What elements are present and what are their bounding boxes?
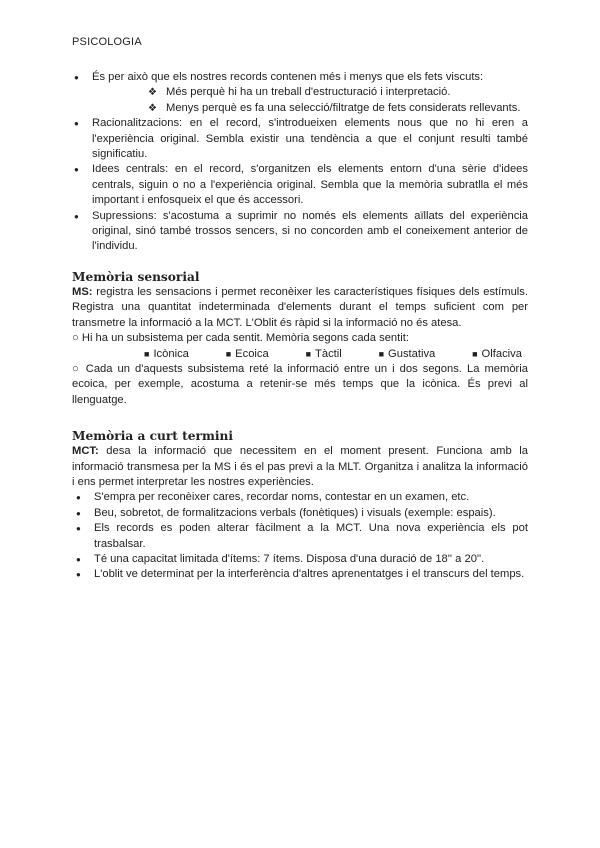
mct-text: desa la informació que necessitem en el moment present. Funciona amb la informació transmesa per la MS i és el pas previ a la MLT. Organitza i analitza la informació i ens permet interpretar les nostres experiències. (72, 445, 528, 488)
list-item: ● Els records es poden alterar fàcilment a la MCT. Una nova experiència els pot trasbalsar. (74, 521, 528, 552)
subsystem-item: ■ Gustativa (379, 347, 436, 362)
section-heading-memoria-sensorial: Memòria sensorial (72, 269, 200, 284)
list-item: ● Supressions: s'acostuma a suprimir no només els elements aïllats del experiència original, sinó també trossos sencers, si no concorden amb el coneixement anterior de l'individu. (72, 209, 528, 255)
ms-closing-paragraph: ○ Cada un d'aquests subsistema reté la informació entre un i dos segons. La memòria ecoica, per exemple, acostuma a retenir-se més temps que la icònica. És previ al llenguatge. (72, 362, 528, 406)
list-item: ● Idees centrals: en el record, s'organitzen els elements entorn d'una sèrie d'idees centrals, siguin o no a l'experiència original. Sembla que la memòria subratlla el més important i enfosqueix el que és accessori. (72, 162, 528, 208)
subsystem-item: ■ Olfaciva (472, 347, 522, 362)
mct-list (72, 490, 528, 582)
ms-label: MS: (72, 285, 93, 298)
list-item (72, 70, 528, 116)
document-body (72, 70, 528, 583)
ms-text: registra les sensacions i permet reconèixer les característiques físiques dels estímuls. Registra una quantitat indeterminada d'elements durant el temps suficient com per transmetre la informació a la MCT. L'Oblit és ràpid si la informació no és atesa. (72, 285, 528, 329)
mct-paragraph (72, 444, 528, 490)
list-item: ● Beu, sobretot, de formalitzacions verbals (fonètiques) i visuals (exemple: espais). (74, 506, 528, 521)
subsystems-row (72, 347, 528, 362)
sub-list (92, 85, 528, 116)
list-item: ● Racionalitzacions: en el record, s'introdueixen elements nous que no hi eren a l'experiència original. Sembla existir una tendència a que el conjunt resulti també significatiu. (72, 116, 528, 162)
subsystem-item: ■ Tàctil (306, 347, 342, 362)
list-item-text: És per això que els nostres records contenen més i menys que els fets viscuts: (92, 71, 484, 83)
section-heading-memoria-curt-termini: Memòria a curt termini (72, 429, 233, 444)
page-header: PSICOLOGIA (72, 36, 142, 48)
subsystems-intro: ○ Hi ha un subsistema per cada sentit. Memòria segons cada sentit: (72, 332, 409, 345)
list-item: ● L'oblit ve determinat per la interferència d'altres aprenentatges i el transcurs del temps. (74, 567, 528, 582)
mct-label: MCT: (72, 445, 99, 458)
ms-paragraph (72, 285, 528, 331)
subsystem-item: ■ Icònica (144, 347, 189, 362)
sub-list-item: ❖ Menys perquè es fa una selecció/filtratge de fets considerats rellevants. (148, 101, 528, 116)
subsystem-item: ■ Ecoica (226, 347, 269, 362)
list-item: ● Té una capacitat limitada d'ítems: 7 ítems. Disposa d'una duració de 18'' a 20''. (74, 552, 528, 567)
list-item: ● S'empra per reconèixer cares, recordar noms, contestar en un examen, etc. (74, 490, 528, 505)
intro-list (72, 70, 528, 255)
sub-list-item: ❖ Més perquè hi ha un treball d'estructuració i interpretació. (148, 85, 528, 100)
